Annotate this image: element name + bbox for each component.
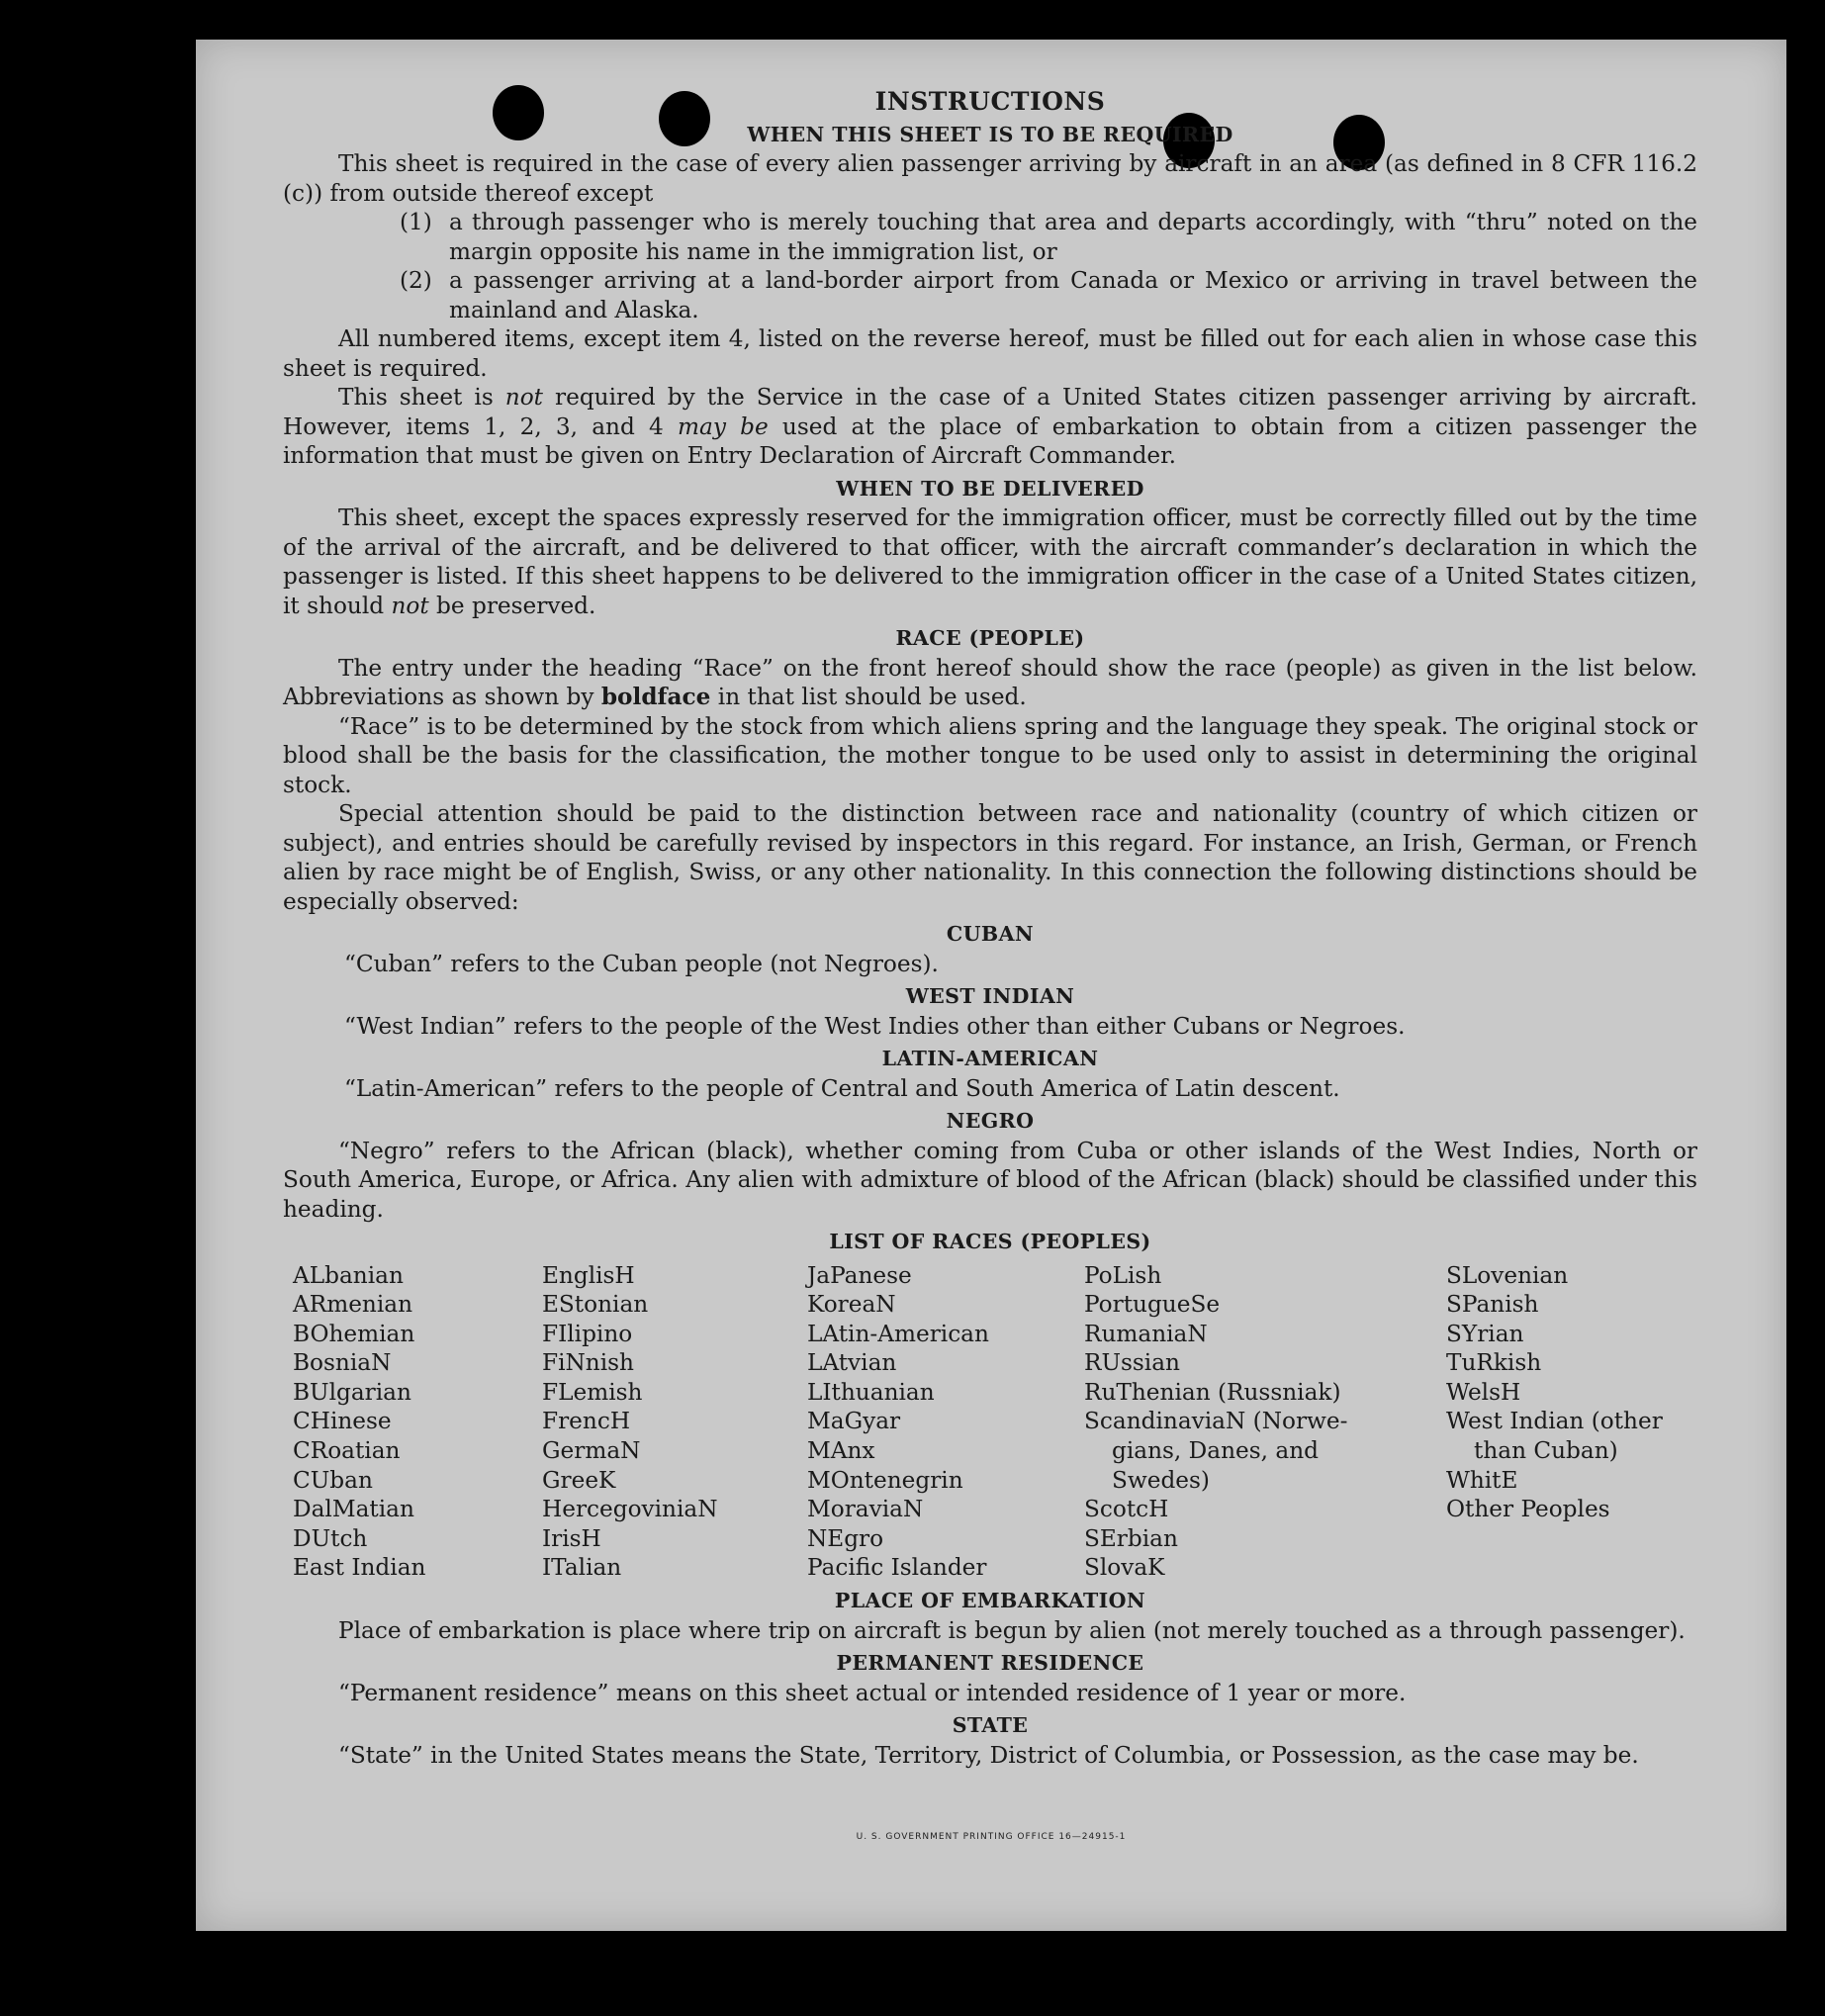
- race-entry: GermaN: [542, 1437, 641, 1465]
- exception-item: [400, 208, 1697, 266]
- paragraph-intro: This sheet is required in the case of every alien passenger arriving by aircraft in an area (as defined in 8 CFR 116.2 (c)) from outside thereof except: [283, 150, 1697, 207]
- race-entry: DalMatian: [293, 1496, 414, 1523]
- races-column: [542, 1261, 807, 1584]
- race-entry: FIlipino: [542, 1320, 633, 1347]
- race-entry: SErbian: [1084, 1524, 1178, 1552]
- race-entry: BUlgarian: [293, 1378, 411, 1406]
- race-entry: GreeK: [542, 1466, 616, 1494]
- race-entry: IrisH: [542, 1524, 601, 1552]
- races-column: [293, 1261, 542, 1584]
- race-entry: SlovaK: [1084, 1554, 1165, 1582]
- race-entry: ITalian: [542, 1554, 622, 1582]
- instructions-content: [283, 87, 1697, 1770]
- race-entry: EStonian: [542, 1291, 649, 1319]
- exception-number: (2): [400, 267, 432, 294]
- race-entry: RuThenian (Russniak): [1084, 1378, 1341, 1406]
- race-entry: FiNnish: [542, 1349, 634, 1377]
- race-entry: BosniaN: [293, 1349, 392, 1377]
- race-entry: PortugueSe: [1084, 1291, 1221, 1319]
- race-entry: MaGyar: [807, 1408, 901, 1435]
- race-entry: CUban: [293, 1466, 373, 1494]
- race-entry: ScotcH: [1084, 1496, 1169, 1523]
- definition-west-indian: “West Indian” refers to the people of the West Indies other than either Cubans or Negroes.: [344, 1012, 1406, 1040]
- race-entry: West Indian (other: [1446, 1408, 1663, 1435]
- heading-race: RACE (PEOPLE): [895, 626, 1085, 650]
- race-entry: MoraviaN: [807, 1496, 924, 1523]
- race-entry: RumaniaN: [1084, 1320, 1208, 1347]
- heading-when-delivered: WHEN TO BE DELIVERED: [836, 476, 1144, 501]
- heading-when-required: WHEN THIS SHEET IS TO BE REQUIRED: [747, 122, 1233, 146]
- race-entry: JaPanese: [807, 1261, 912, 1289]
- race-entry: RUssian: [1084, 1349, 1180, 1377]
- race-entry: ScandinaviaN (Norwe-: [1084, 1408, 1348, 1435]
- race-entry: TuRkish: [1446, 1349, 1542, 1377]
- definition-latin-american: “Latin-American” refers to the people of Central and South America of Latin descent.: [344, 1074, 1340, 1102]
- race-entry: than Cuban): [1474, 1437, 1618, 1465]
- races-column: [1446, 1261, 1707, 1584]
- race-entry: PoLish: [1084, 1261, 1162, 1289]
- page-title: INSTRUCTIONS: [874, 87, 1106, 116]
- race-entry: SPanish: [1446, 1291, 1539, 1319]
- races-column: [1084, 1261, 1446, 1584]
- exception-text: a passenger arriving at a land-border airport from Canada or Mexico or arriving in travel between the mainland and Alaska.: [449, 267, 1697, 323]
- race-entry: WhitE: [1446, 1466, 1518, 1494]
- definition-cuban: “Cuban” refers to the Cuban people (not Negroes).: [344, 950, 939, 977]
- definition-place-of-embarkation: Place of embarkation is place where trip on aircraft is begun by alien (not merely touched as a through passenger).: [338, 1616, 1686, 1644]
- race-entry: EnglisH: [542, 1261, 635, 1289]
- race-entry: Other Peoples: [1446, 1496, 1610, 1523]
- heading-cuban: CUBAN: [946, 922, 1035, 946]
- race-entry: SLovenian: [1446, 1261, 1569, 1289]
- document-sheet: [196, 40, 1786, 1931]
- race-entry: KoreaN: [807, 1291, 896, 1319]
- heading-negro: NEGRO: [946, 1109, 1035, 1133]
- race-entry: East Indian: [293, 1554, 426, 1582]
- race-entry: MAnx: [807, 1437, 875, 1465]
- races-list: [293, 1261, 1697, 1584]
- definition-state: “State” in the United States means the State, Territory, District of Columbia, or Possession, as the case may be.: [338, 1741, 1639, 1769]
- heading-latin-american: LATIN-AMERICAN: [881, 1047, 1099, 1070]
- heading-west-indian: WEST INDIAN: [905, 984, 1075, 1008]
- race-entry: gians, Danes, and: [1112, 1437, 1319, 1465]
- race-entry: LAtvian: [807, 1349, 897, 1377]
- paragraph-numbered-items: All numbered items, except item 4, listed on the reverse hereof, must be filled out for each alien in whose case this sheet is required.: [283, 325, 1697, 382]
- paragraph-citizen: This sheet is not required by the Service in the case of a United States citizen passenger arriving by aircraft. However, items 1, 2, 3, and 4 may be used at the place of embarkation to obtain from a citizen passenger the information that must be given on Entry Declaration of Aircraft Commander.: [283, 384, 1697, 469]
- definition-negro: “Negro” refers to the African (black), whether coming from Cuba or other islands of the West Indies, North or South America, Europe, or Africa. Any alien with admixture of blood of the African (black) should be classified under this heading.: [283, 1137, 1697, 1223]
- paragraph-race-nationality: Special attention should be paid to the distinction between race and nationality (country of which citizen or subject), and entries should be carefully revised by inspectors in this regard. For instance, an Irish, German, or French alien by race might be of English, Swiss, or any other nationality. In this connection the following distinctions should be especially observed:: [283, 800, 1697, 915]
- race-entry: MOntenegrin: [807, 1466, 963, 1494]
- race-entry: Pacific Islander: [807, 1554, 987, 1582]
- heading-place-of-embarkation: PLACE OF EMBARKATION: [834, 1589, 1146, 1613]
- definition-permanent-residence: “Permanent residence” means on this sheet actual or intended residence of 1 year or more.: [338, 1679, 1407, 1706]
- heading-state: STATE: [952, 1713, 1029, 1738]
- race-entry: CRoatian: [293, 1437, 401, 1465]
- exception-text: a through passenger who is merely touching that area and departs accordingly, with “thru” noted on the margin opposite his name in the immigration list, or: [449, 209, 1697, 265]
- race-entry: FrencH: [542, 1408, 631, 1435]
- race-entry: BOhemian: [293, 1320, 415, 1347]
- race-entry: WelsH: [1446, 1378, 1521, 1406]
- heading-list-of-races: LIST OF RACES (PEOPLES): [829, 1230, 1151, 1253]
- race-entry: DUtch: [293, 1524, 368, 1552]
- races-column: [807, 1261, 1084, 1584]
- race-entry: ALbanian: [293, 1261, 404, 1289]
- race-entry: FLemish: [542, 1378, 643, 1406]
- heading-permanent-residence: PERMANENT RESIDENCE: [836, 1651, 1144, 1676]
- race-entry: ARmenian: [293, 1291, 413, 1319]
- race-entry: LAtin-American: [807, 1320, 989, 1347]
- printer-imprint: U. S. GOVERNMENT PRINTING OFFICE 16—24915-1: [856, 1832, 1127, 1842]
- race-entry: HercegoviniaN: [542, 1496, 718, 1523]
- paragraph-race-entry: The entry under the heading “Race” on the front hereof should show the race (people) as given in the list below. Abbreviations as shown by boldface in that list should be used.: [283, 654, 1697, 710]
- exception-item: [400, 266, 1697, 324]
- paragraph-delivered: This sheet, except the spaces expressly reserved for the immigration officer, must be correctly filled out by the time of the arrival of the aircraft, and be delivered to that officer, with the aircraft commander’s declaration in which the passenger is listed. If this sheet happens to be delivered to the immigration officer in the case of a United States citizen, it should not be preserved.: [283, 504, 1697, 619]
- exception-number: (1): [400, 209, 432, 235]
- race-entry: SYrian: [1446, 1320, 1524, 1347]
- race-entry: NEgro: [807, 1524, 884, 1552]
- race-entry: LIthuanian: [807, 1378, 935, 1406]
- paragraph-race-stock: “Race” is to be determined by the stock from which aliens spring and the language they speak. The original stock or blood shall be the basis for the classification, the mother tongue to be used only to assist in determining the original stock.: [283, 712, 1697, 798]
- race-entry: CHinese: [293, 1408, 392, 1435]
- race-entry: Swedes): [1112, 1466, 1210, 1494]
